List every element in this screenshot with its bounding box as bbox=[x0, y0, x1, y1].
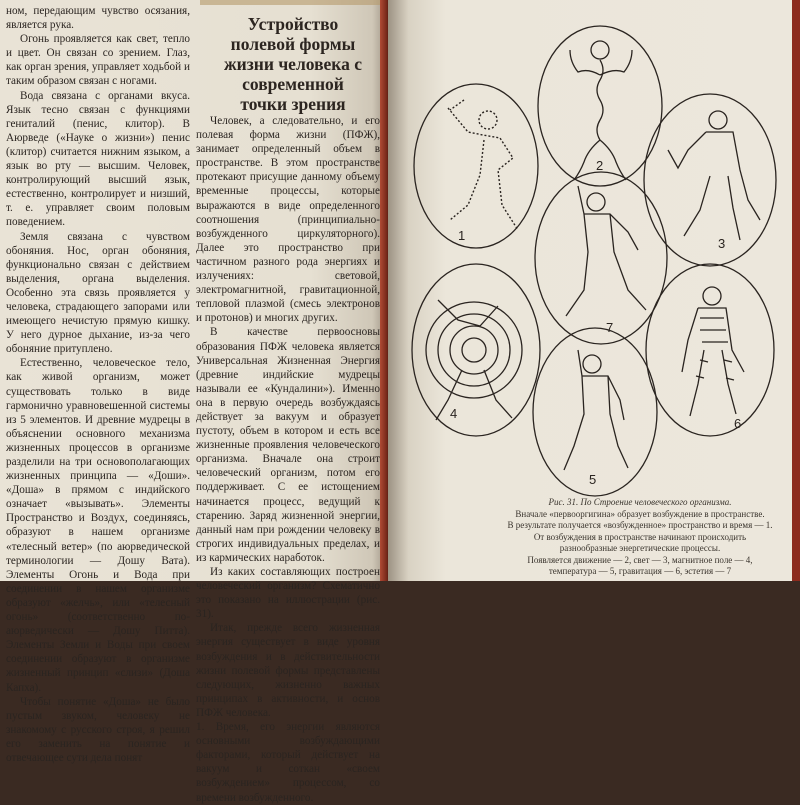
figure-number: 2 bbox=[596, 158, 604, 173]
paragraph: Человек, а следовательно, и его полевая форма жизни (ПФЖ), занимает определенный объем в пространстве. В этом пространстве протекают присущие данному объему временные процессы, которые выражаются в виде определенного соотношения (принципиально-возбужденного циркуляторного). Далее это пространство при частичном разного рода энергиях и излучениях: световой, электромагнитной, гравитационной, тепловой плазмой (смесь электронов и протонов) и многих других. bbox=[196, 115, 380, 325]
caption-line: температура — 5, гравитация — 6, эстетия — 7 bbox=[548, 566, 732, 576]
dotted-figure bbox=[448, 100, 518, 230]
figure-number: 7 bbox=[606, 320, 614, 335]
caption-line: Появляется движение — 2, свет — 3, магнитное поле — 4, bbox=[527, 554, 753, 565]
paragraph: Вода связана с органами вкуса. Язык тесно связан с функциями гениталий (пенис, клитор). В Аюрведе («Науке о жизни») пенис (клитор) считается нижним языком, а язык во рту — высшим. Человек, контролирующий высший язык, естественно, контролирует и низший, т. е. управляет своим половым поведением. bbox=[6, 89, 190, 229]
figure-number: 1 bbox=[458, 228, 466, 243]
figure-oval bbox=[533, 328, 657, 496]
figure-oval bbox=[412, 264, 540, 436]
paragraph: В качестве первоосновы образования ПФЖ человека является Универсальная Жизненная Энергия (древние индийские мудрецы называли ее «Кундалини»). Именно она в первую очередь возбуждаясь действует за вакуум и образует пустоту, объем в котором и есть все жизненные проявления человеческого организма. Вначале она строит человеческий организм, потом его поддерживает. С ее истощением начинается процесс, ведущий к старению. Заряд жизненной энергии, данный нам при рождении человеку в строгих индивидуальных пределах, и из кармических наработок. bbox=[196, 326, 380, 564]
caption-line: Вначале «первооргигина» образует возбуждение в пространстве. bbox=[515, 508, 765, 519]
top-edge-strip bbox=[200, 0, 388, 5]
paragraph: Чтобы понятие «Доша» не было пустым звуком, человеку не знакомому с русского строя, я решил его заменить на понятие и отвечающее сути дела понят bbox=[6, 695, 190, 764]
figure-number: 4 bbox=[450, 406, 458, 421]
figure-oval bbox=[646, 264, 774, 436]
solid-figure bbox=[564, 350, 628, 470]
figure-oval bbox=[644, 94, 776, 266]
cover-edge bbox=[792, 0, 800, 581]
paragraph: 1. Время, его энергии являются основными возбуждающими факторами, который действует на вакуум и соткан «своем возбуждением» процессом, со времени возбужденного. bbox=[196, 721, 380, 804]
concentric-figure bbox=[426, 300, 522, 420]
paragraph: Итак, прежде всего жизненная энергия существует в виде уровня возбуждения и в действительности жизни полевой формы представлены следующих, жизненно важных принципах в активности, и основ ПФЖ человека. bbox=[196, 622, 380, 719]
solid-figure bbox=[668, 111, 760, 240]
figure-caption bbox=[480, 497, 800, 578]
caption-line: От возбуждения в пространстве начинают происходить bbox=[533, 531, 747, 542]
caption-title: Рис. 31. По Строение человеческого организма. bbox=[548, 497, 732, 507]
paragraph: Земля связана с чувством обоняния. Нос, орган обоняния, функционально связан с действием выделения, органа выделения. Особенно эта связь проявляется у человека, страдающего запорами или имеющего нечистую прямую кишку. У него дурное дыхание, из-за чего обоняние притуплено. bbox=[6, 230, 190, 356]
paragraph: ном, передающим чувство осязания, является рука. bbox=[6, 5, 190, 32]
paragraph: Огонь проявляется как свет, тепло и цвет. Он связан со зрением. Глаз, как орган зрения, управляет ходьбой и таким образом связан с ногами. bbox=[6, 33, 190, 88]
caption-line: В результате получается «возбужденное» пространство и время — 1. bbox=[507, 520, 773, 530]
striped-figure bbox=[682, 287, 744, 416]
right-page bbox=[388, 0, 800, 581]
figure-oval bbox=[414, 84, 538, 248]
left-page bbox=[0, 0, 388, 804]
figure-31 bbox=[388, 0, 800, 581]
figure-number: 6 bbox=[734, 416, 742, 431]
paragraph: Из каких составляющих построен человеческий организм? Схематично это показано на иллюстрации (рис. 31). bbox=[196, 566, 380, 621]
figure-number: 5 bbox=[589, 472, 597, 487]
paragraph: Естественно, человеческое тело, как живой организм, может существовать только в виде гармонично уравновешенной системы из 5 элементов. И древние мудрецы в объяснении основного механизма жизненных процессов в организме разделили на три основополагающих жизненных принципа — «Доши». «Доша» в прямом с индийского означает «вызывать». Элементы Пространство и Воздух, соединяясь, образуют в нашем организме «телесный ветер» (по аюрведической терминологии — Дошу Вата). Элементы Огонь и Вода при соединении в нашем организме образуют «желчь», или «телесный огонь» (соответственно по-аюрведически — Дошу Питта). Элементы Земли и Воды при своем соединении образуют в организме жизненный принцип «слизи» (Доша Капха). bbox=[6, 357, 190, 694]
right-column-text bbox=[196, 114, 380, 805]
figure-oval bbox=[535, 172, 667, 344]
left-column-text bbox=[6, 4, 190, 765]
section-heading: Устройство полевой формы жизни человека с современной точки зрения bbox=[223, 14, 363, 114]
figure-number: 3 bbox=[718, 236, 726, 251]
solid-figure bbox=[566, 186, 646, 316]
caption-line: разнообразные энергетические процессы. bbox=[559, 543, 721, 553]
